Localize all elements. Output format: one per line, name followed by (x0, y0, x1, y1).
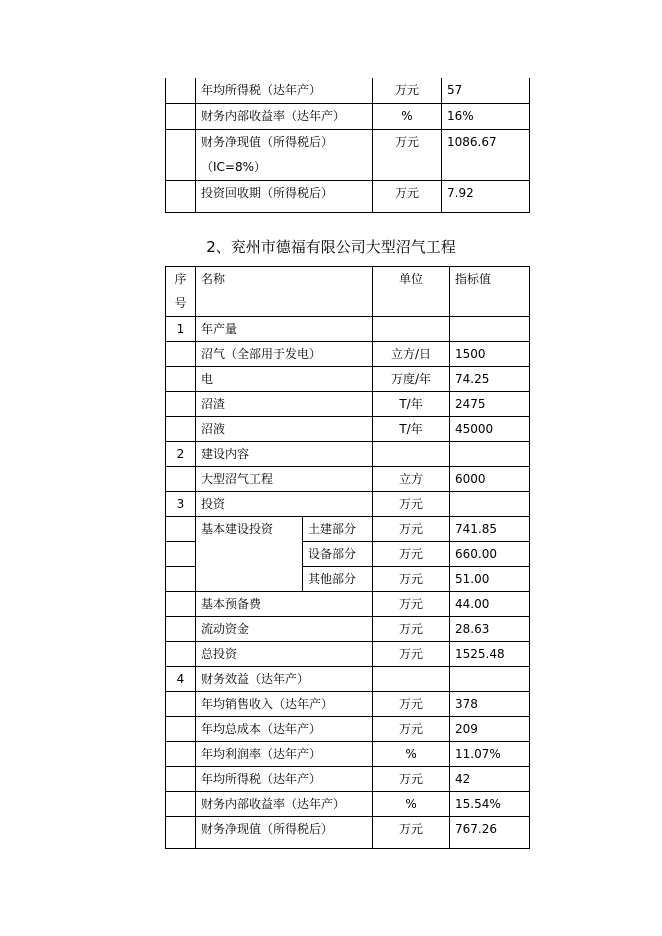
value-cell: 28.63 (450, 617, 530, 642)
name-cell: 沼液 (196, 417, 373, 442)
table-row (166, 442, 530, 467)
value-cell: 1525.48 (450, 642, 530, 667)
name-cell: 投资回收期（所得税后） (196, 181, 373, 213)
table-row (166, 717, 530, 742)
seq-cell (166, 717, 196, 742)
unit-cell (373, 317, 450, 342)
name-cell: 年均所得税（达年产） (196, 78, 373, 104)
value-cell (450, 442, 530, 467)
header-unit: 单位 (373, 267, 450, 317)
value-cell: 44.00 (450, 592, 530, 617)
value-cell: 74.25 (450, 367, 530, 392)
name-line-1: 财务净现值（所得税后） (201, 135, 334, 149)
value-cell: 42 (450, 767, 530, 792)
unit-cell: 万元 (373, 767, 450, 792)
name-cell: 沼气（全部用于发电） (196, 342, 373, 367)
table-row (166, 181, 530, 213)
basic-investment-label: 基本建设投资 (196, 517, 303, 592)
seq-cell (166, 567, 196, 592)
name-cell: 年均销售收入（达年产） (196, 692, 373, 717)
unit-cell: 立方/日 (373, 342, 450, 367)
name-cell: 年均总成本（达年产） (196, 717, 373, 742)
unit-cell: 万元 (373, 130, 442, 181)
unit-cell: 立方 (373, 467, 450, 492)
seq-cell: 1 (166, 317, 196, 342)
unit-cell: 万元 (373, 617, 450, 642)
value-cell: 45000 (450, 417, 530, 442)
seq-cell (166, 392, 196, 417)
name-cell: 年产量 (196, 317, 373, 342)
seq-cell (166, 817, 196, 849)
table-row (166, 104, 530, 130)
value-cell (450, 492, 530, 517)
seq-cell (166, 742, 196, 767)
table-row (166, 467, 530, 492)
seq-cell (166, 617, 196, 642)
seq-cell (166, 517, 196, 542)
table-row (166, 592, 530, 617)
seq-cell (166, 467, 196, 492)
seq-cell (166, 642, 196, 667)
seq-cell (166, 130, 196, 181)
table-row (166, 692, 530, 717)
unit-cell: % (373, 792, 450, 817)
table-row (166, 517, 530, 542)
value-cell: 6000 (450, 467, 530, 492)
table-row (166, 367, 530, 392)
header-seq-line-1: 序 (174, 272, 187, 286)
unit-cell: 万元 (373, 592, 450, 617)
name-cell: 电 (196, 367, 373, 392)
table-row (166, 78, 530, 104)
value-cell: 51.00 (450, 567, 530, 592)
value-cell: 2475 (450, 392, 530, 417)
header-name: 名称 (196, 267, 373, 317)
value-cell: 378 (450, 692, 530, 717)
seq-cell (166, 104, 196, 130)
name-cell: 大型沼气工程 (196, 467, 373, 492)
unit-cell: 万元 (373, 717, 450, 742)
value-cell: 660.00 (450, 542, 530, 567)
value-cell: 16% (442, 104, 530, 130)
unit-cell: 万元 (373, 567, 450, 592)
sub-name-cell: 设备部分 (303, 542, 373, 567)
table-row (166, 742, 530, 767)
section-title: 2、兖州市德福有限公司大型沼气工程 (206, 238, 456, 256)
name-cell: 财务内部收益率（达年产） (196, 104, 373, 130)
seq-cell (166, 592, 196, 617)
table-financial-summary-1 (165, 78, 530, 213)
unit-cell: 万元 (373, 517, 450, 542)
header-seq-line-2: 号 (174, 296, 187, 310)
unit-cell: 万元 (373, 642, 450, 667)
value-cell: 741.85 (450, 517, 530, 542)
unit-cell (373, 667, 450, 692)
rows-before (166, 317, 530, 517)
value-cell: 57 (442, 78, 530, 104)
seq-cell (166, 367, 196, 392)
value-cell: 767.26 (450, 817, 530, 849)
table-row (166, 817, 530, 849)
unit-cell: T/年 (373, 417, 450, 442)
value-cell: 209 (450, 717, 530, 742)
seq-cell (166, 181, 196, 213)
unit-cell: 万元 (373, 78, 442, 104)
table-row (166, 417, 530, 442)
unit-cell (373, 442, 450, 467)
rows-after (166, 592, 530, 849)
seq-cell (166, 342, 196, 367)
unit-cell: T/年 (373, 392, 450, 417)
table-row (166, 792, 530, 817)
name-cell (196, 130, 373, 181)
table-header-row (166, 267, 530, 317)
name-cell: 总投资 (196, 642, 373, 667)
unit-cell: 万元 (373, 492, 450, 517)
name-cell: 建设内容 (196, 442, 373, 467)
seq-cell (166, 417, 196, 442)
table-row (166, 492, 530, 517)
table-row (166, 317, 530, 342)
value-cell: 11.07% (450, 742, 530, 767)
table-row (166, 642, 530, 667)
header-value: 指标值 (450, 267, 530, 317)
name-cell: 投资 (196, 492, 373, 517)
seq-cell (166, 692, 196, 717)
name-cell: 年均所得税（达年产） (196, 767, 373, 792)
unit-cell: 万元 (373, 542, 450, 567)
sub-name-cell: 土建部分 (303, 517, 373, 542)
name-cell: 财务净现值（所得税后） (196, 817, 373, 849)
name-cell: 基本预备费 (196, 592, 373, 617)
unit-cell: 万元 (373, 817, 450, 849)
value-cell: 15.54% (450, 792, 530, 817)
table-row (166, 667, 530, 692)
unit-cell: % (373, 104, 442, 130)
sub-name-cell: 其他部分 (303, 567, 373, 592)
name-cell: 财务效益（达年产） (196, 667, 373, 692)
seq-cell: 2 (166, 442, 196, 467)
table-row (166, 392, 530, 417)
value-cell (450, 317, 530, 342)
name-line-2: （IC=8%） (201, 160, 267, 174)
value-cell: 7.92 (442, 181, 530, 213)
header-seq (166, 267, 196, 317)
table-row (166, 617, 530, 642)
table-biogas-project (165, 266, 530, 849)
table-row (166, 130, 530, 181)
unit-cell: 万度/年 (373, 367, 450, 392)
unit-cell: 万元 (373, 692, 450, 717)
seq-cell (166, 542, 196, 567)
table-row (166, 767, 530, 792)
name-cell: 流动资金 (196, 617, 373, 642)
seq-cell: 3 (166, 492, 196, 517)
unit-cell: 万元 (373, 181, 442, 213)
seq-cell: 4 (166, 667, 196, 692)
name-cell: 沼渣 (196, 392, 373, 417)
unit-cell: % (373, 742, 450, 767)
value-cell: 1500 (450, 342, 530, 367)
seq-cell (166, 792, 196, 817)
seq-cell (166, 78, 196, 104)
name-cell: 年均利润率（达年产） (196, 742, 373, 767)
value-cell: 1086.67 (442, 130, 530, 181)
seq-cell (166, 767, 196, 792)
table-row (166, 342, 530, 367)
value-cell (450, 667, 530, 692)
name-cell: 财务内部收益率（达年产） (196, 792, 373, 817)
